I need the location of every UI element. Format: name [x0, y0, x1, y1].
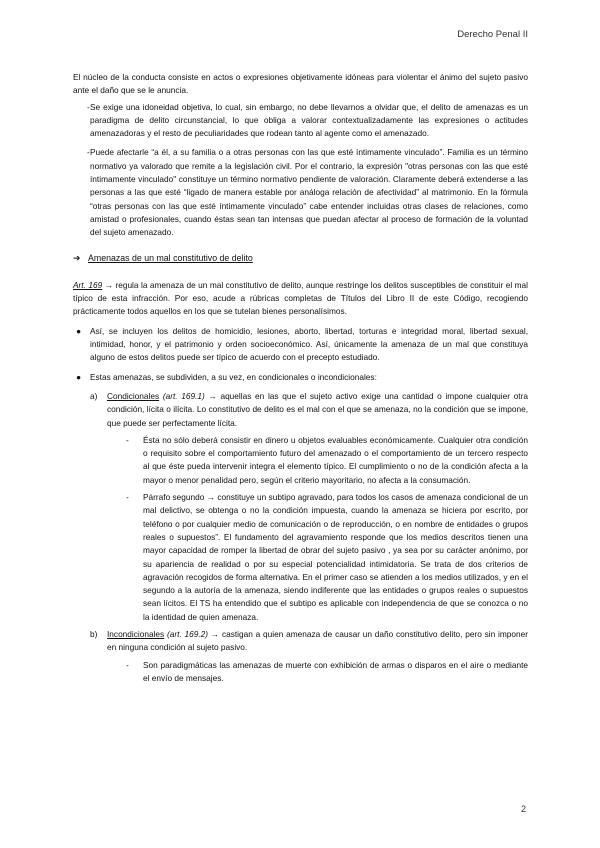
running-header: Derecho Penal II — [457, 29, 528, 40]
arrow-icon: → — [208, 390, 217, 401]
dash-text: - Puede afectarle “a él, a su familia o a otras personas con las que esté íntimamente vinculado”. Familia es un término normativo ya valorado que remite a la legislación civil. Por el contrario, la expresión "otras personas con las que esté íntimamente vinculado" constituye un término normativo pendiente de valoración. Claramente deberá extenderse a las personas a las que esté “ligado de manera estable por análoga relación de afectividad” al matrimonio. En la fórmula “otras personas con las que esté íntimamente vinculado” cabe entender incluidas otras clases de relaciones, como amistad o profesionales, cuando éstas sean tan intensas que puedan afectar al proceso de formación de la voluntad del sujeto amenazado. — [90, 147, 528, 238]
section-heading-text: Amenazas de un mal constitutivo de delito — [88, 252, 253, 263]
sub-article: (art. 169.1) — [162, 390, 205, 401]
section-heading — [73, 252, 528, 265]
page-body — [73, 71, 528, 689]
intro-paragraph: El núcleo de la conducta consiste en actos o expresiones objetivamente idóneas para violentar el ánimo del sujeto pasivo ante el daño que se le anuncia. — [73, 72, 528, 96]
sub-marker: b) — [90, 628, 98, 639]
sub-dash-item: - Ésta no sólo deberá consistir en dinero u objetos evaluables económicamente. Cualquier otra condición o requisito sobre el comportamiento futuro del amenazado o el comportamiento de un tercero respecto al que éste pueda intervenir integra el elemento típico. El cumplimiento o no de la condición afecta a la mayor o menor penalidad pero, según el criterio mayoritario, no afecta a la consumación. — [73, 434, 528, 487]
arrow-right-icon: ➔ — [73, 252, 81, 263]
sub-term: Incondicionales — [107, 628, 165, 639]
sub-text: castigan a quien amenaza de causar un daño constitutivo delito, pero sin imponer en ninguna condición al sujeto pasivo. — [107, 628, 528, 653]
article-text: regula la amenaza de un mal constitutivo de delito, aunque restringe los delitos susceptibles de constituir el mal típico de esta infracción. Por eso, acude a rúbricas completas de Títulos del Libro II de este Código, recogiendo prácticamente todos aquellos en los que se tutelan bienes personalísimos. — [73, 279, 529, 317]
bullet-item — [73, 371, 528, 384]
sub-marker: a) — [90, 390, 98, 401]
sub-article: (art. 169.2) — [167, 628, 209, 639]
intro-dash-item — [73, 146, 528, 239]
bullet-text: Estas amenazas, se subdividen, a su vez, en condicionales o incondicionales: — [90, 371, 377, 382]
intro-dash-item — [73, 101, 528, 141]
article-paragraph — [73, 279, 528, 319]
sub-dash-item: - Son paradigmáticas las amenazas de muerte con exhibición de armas o disparos en el aire o mediante el envío de mensajes. — [73, 659, 528, 686]
page-number: 2 — [520, 804, 526, 814]
sub-item-incondicionales — [73, 628, 528, 655]
sub-item-condicionales — [73, 390, 528, 430]
article-reference: Art. 169 — [73, 279, 103, 290]
bullet-text: Así, se incluyen los delitos de homicidio, lesiones, aborto, libertad, torturas e integridad moral, libertad sexual, intimidad, honor, y el patrimonio y orden socioeconómico. Así, únicamente la amenaza de un mal que constituya alguno de estos delitos puede ser típico de acuerdo con el precepto estudiado. — [90, 325, 528, 363]
bullet-dot-icon: ● — [76, 371, 82, 382]
sub-term: Condicionales — [107, 390, 160, 401]
arrow-icon: → — [210, 628, 220, 639]
arrow-icon: → — [104, 279, 113, 290]
dash-text: - Se exige una idoneidad objetiva, lo cual, sin embargo, no debe llevarnos a olvidar que, el delito de amenazas es un paradigma de delito circunstancial, lo que obliga a valorar contextualizadamente las expresiones o actitudes amenazadoras y el resto de peculiaridades que rodean tanto al agente como el amenazado. — [90, 101, 528, 139]
bullet-dot-icon: ● — [76, 325, 82, 336]
bullet-item — [73, 325, 528, 365]
sub-dash-item: - Párrafo segundo → constituye un subtipo agravado, para todos los casos de amenaza condicional de un mal delictivo, se obtenga o no la condición impuesta, cuando la amenaza se hiciera por escrito, por teléfono o por cualquier medio de comunicación o de reproducción, o en nombre de entidades o grupos reales o supuestos”. El fundamento del agravamiento responde que los medios descritos tienen una mayor capacidad de romper la libertad de obrar del sujeto pasivo , ya sea por su carácter anónimo, por su apariencia de realidad o por su especial potencialidad intimidatoria. Se trata de dos criterios de agravación recogidos de forma alternativa. En el primer caso se atienden a los medios utilizados, y en el segundo a la autoría de la amenaza, siendo indiferente que las entidades o grupos reales o supuestos sean lícitos. El TS ha entendido que el subtipo es aplicable con independencia de que se conozca o no la identidad de quien amenaza. — [73, 491, 528, 624]
sub-text: aquellas en las que el sujeto activo exige una cantidad o impone cualquier otra condición, lícita o ilícita. Lo constitutivo de delito es el mal con el que se amenaza, no la condición que se impone, que puede ser perfectamente lícita. — [107, 390, 528, 428]
